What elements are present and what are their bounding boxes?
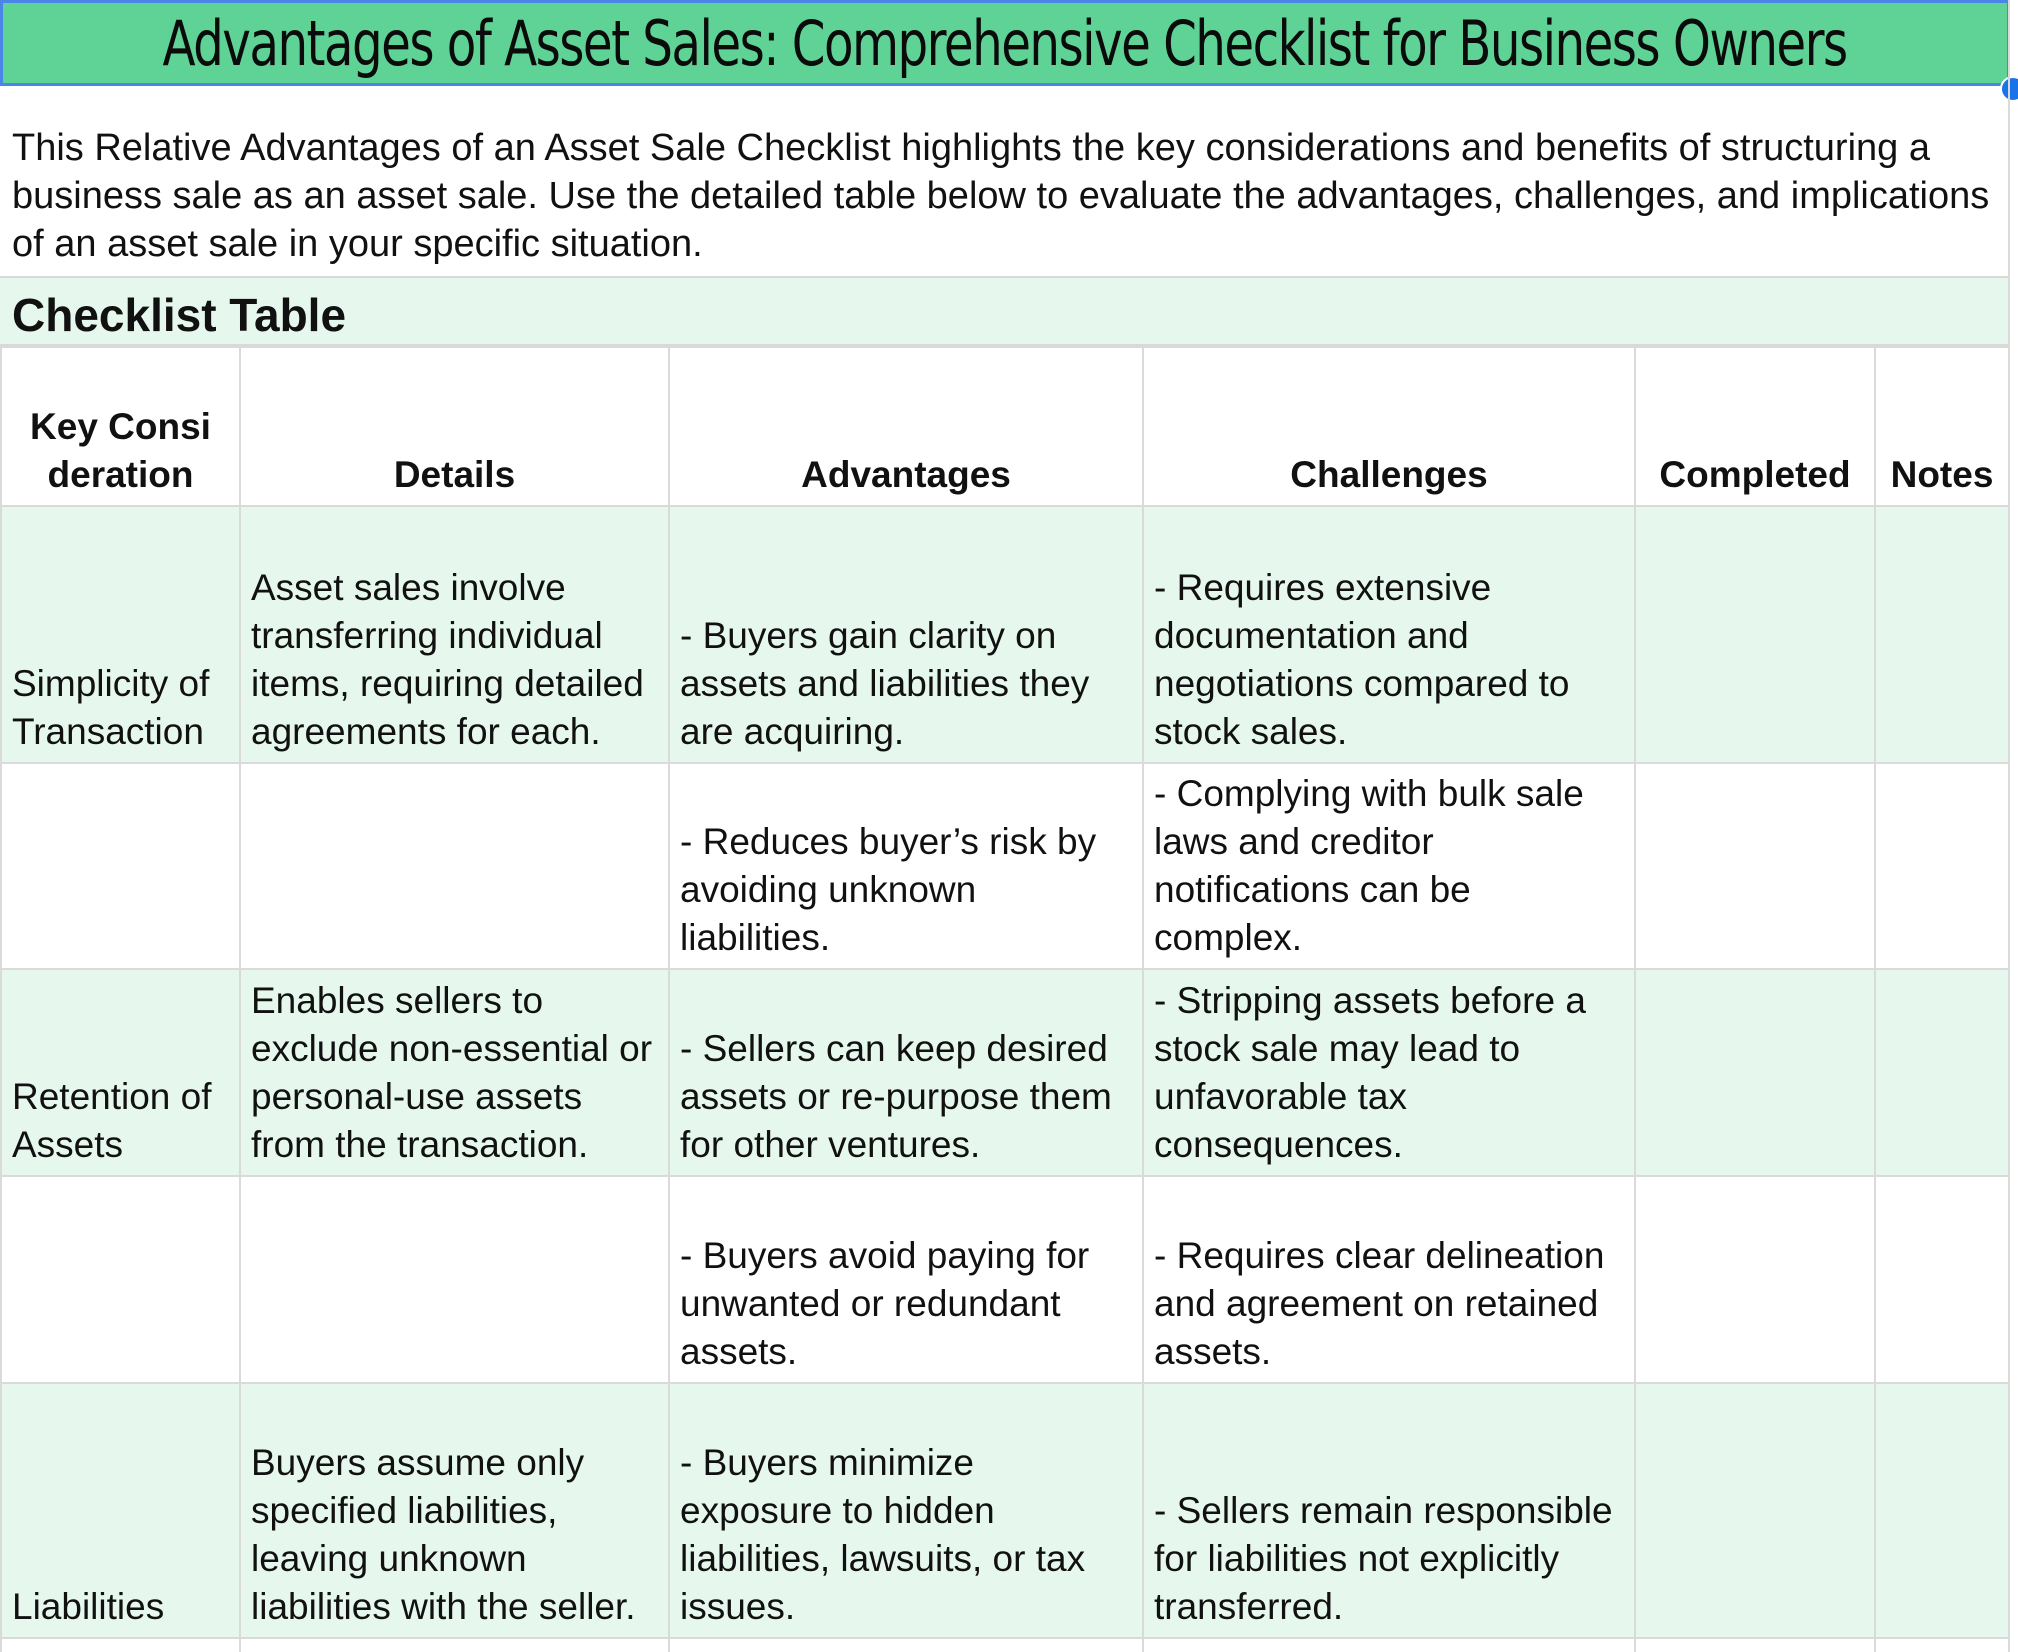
header-label: Completed [1659, 454, 1851, 495]
cell-advantages[interactable] [670, 507, 1142, 762]
cell-completed[interactable] [1636, 764, 1874, 968]
header-advantages[interactable] [670, 348, 1142, 505]
grid-line [0, 1637, 2010, 1639]
cell-text: - Buyers gain clarity on assets and liabilities they are acquiring. [680, 615, 1090, 752]
cell-completed[interactable] [1636, 1177, 1874, 1382]
header-completed[interactable] [1636, 348, 1874, 505]
cell-text: Retention of Assets [12, 1076, 212, 1165]
cell-key[interactable] [2, 1177, 239, 1382]
cell-text: - Stripping assets before a stock sale may lead to unfavorable tax consequences. [1154, 980, 1586, 1165]
section-header-cell[interactable] [0, 276, 2010, 346]
cell-text: Asset sales involve transferring individual items, requiring detailed agreements for each. [251, 567, 644, 752]
cell-challenges[interactable] [1144, 1177, 1634, 1382]
header-label: Notes [1890, 454, 1994, 495]
cell-text: - Sellers remain responsible for liabilities not explicitly transferred. [1154, 1490, 1613, 1627]
cell-text: Liabilities [12, 1586, 165, 1627]
header-label: Advantages [801, 454, 1011, 495]
cell-key[interactable] [2, 764, 239, 968]
cell-challenges[interactable] [1144, 970, 1634, 1175]
cell-completed[interactable] [1636, 507, 1874, 762]
cell-challenges[interactable] [1144, 507, 1634, 762]
header-label: Challenges [1290, 454, 1488, 495]
cell-text: Simplicity of Transaction [12, 663, 210, 752]
cell-details[interactable] [241, 970, 668, 1175]
cell-text: - Buyers minimize exposure to hidden liabilities, lawsuits, or tax issues. [680, 1442, 1086, 1627]
cell-details[interactable] [241, 764, 668, 968]
cell-text: - Requires clear delineation and agreement on retained assets. [1154, 1235, 1605, 1372]
cell-advantages[interactable] [670, 764, 1142, 968]
header-label: Key Consideration [30, 406, 211, 495]
cell-text: - Buyers avoid paying for unwanted or redundant assets. [680, 1235, 1090, 1372]
cell-advantages[interactable] [670, 970, 1142, 1175]
cell-text: - Sellers can keep desired assets or re-purpose them for other ventures. [680, 1028, 1112, 1165]
cell-challenges[interactable] [1144, 764, 1634, 968]
cell-text: - Reduces buyer’s risk by avoiding unknown liabilities. [680, 821, 1097, 958]
cell-text: Enables sellers to exclude non-essential or personal-use assets from the transaction. [251, 980, 653, 1165]
cell-challenges[interactable] [1144, 1384, 1634, 1637]
cell-details[interactable] [241, 507, 668, 762]
cell-advantages[interactable] [670, 1384, 1142, 1637]
cell-notes[interactable] [1876, 1384, 2008, 1637]
cell-key[interactable] [2, 1384, 239, 1637]
header-key-consideration[interactable] [2, 348, 239, 505]
cell-completed[interactable] [1636, 970, 1874, 1175]
cell-details[interactable] [241, 1384, 668, 1637]
section-title: Checklist Table [12, 289, 347, 341]
header-challenges[interactable] [1144, 348, 1634, 505]
grid-line [2008, 0, 2010, 1652]
cell-text: - Complying with bulk sale laws and creditor notifications can be complex. [1154, 773, 1584, 958]
cell-completed[interactable] [1636, 1384, 1874, 1637]
cell-key[interactable] [2, 970, 239, 1175]
header-label: Details [393, 454, 516, 495]
cell-advantages[interactable] [670, 1177, 1142, 1382]
cell-text: Buyers assume only specified liabilities, leaving unknown liabilities with the seller. [251, 1442, 636, 1627]
cell-notes[interactable] [1876, 1177, 2008, 1382]
header-details[interactable] [241, 348, 668, 505]
cell-details[interactable] [241, 1177, 668, 1382]
intro-paragraph[interactable]: This Relative Advantages of an Asset Sale Checklist highlights the key considerations and benefits of structuring a business sale as an asset sale. Use the detailed table below to evaluate the advantages, challenges, and implications of an asset sale in your specific situation. [12, 127, 1990, 265]
title-cell[interactable] [0, 0, 2010, 86]
cell-notes[interactable] [1876, 764, 2008, 968]
cell-notes[interactable] [1876, 970, 2008, 1175]
cell-text: - Requires extensive documentation and negotiations compared to stock sales. [1154, 567, 1570, 752]
header-notes[interactable] [1876, 348, 2008, 505]
sheet-title: Advantages of Asset Sales: Comprehensive Checklist for Business Owners [162, 6, 1848, 80]
cell-key[interactable] [2, 507, 239, 762]
cell-notes[interactable] [1876, 507, 2008, 762]
